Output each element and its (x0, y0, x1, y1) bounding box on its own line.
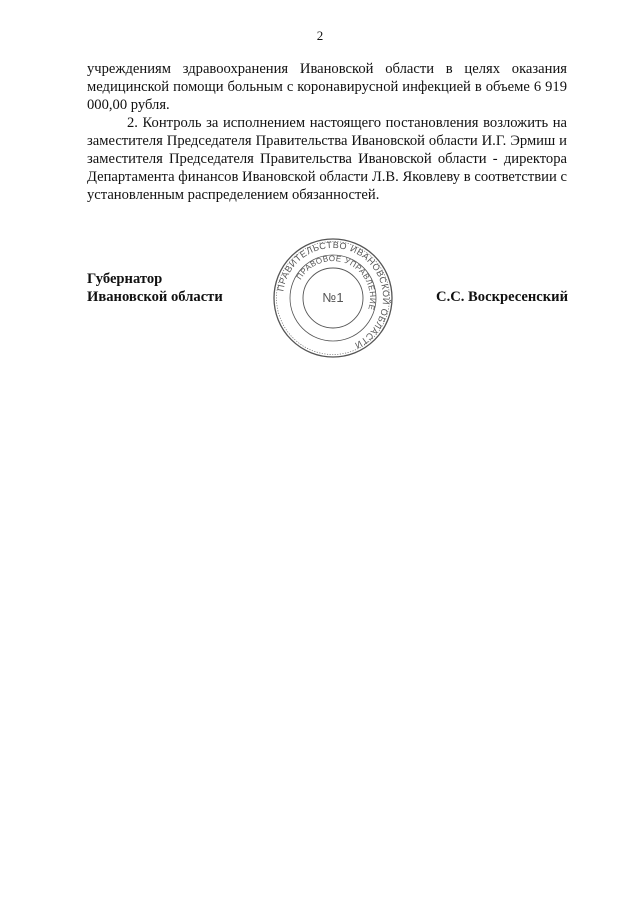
document-body (87, 60, 567, 204)
seal-number: №1 (322, 290, 344, 305)
signatory-title-line-2: Ивановской области (87, 289, 223, 305)
paragraph-control-clause: 2. Контроль за исполнением настоящего постановления возложить на заместителя Председателя Правительства Ивановской области И.Г. Эрмиш и заместителя Председателя Правительства Ивановской области - директора Департамента финансов Ивановской области Л.В. Яковлеву в соответствии с установленным распределением обязанностей. (87, 115, 567, 203)
page-number: 2 (316, 28, 324, 43)
signatory-title (87, 270, 223, 306)
signatory-title-line-1: Губернатор (87, 271, 163, 287)
signatory-name: С.С. Воскресенский (436, 289, 568, 305)
paragraph-continuation: учреждениям здравоохранения Ивановской области в целях оказания медицинской помощи больным с коронавирусной инфекцией в объеме 6 919 000,00 рубля. (87, 61, 567, 113)
seal-inner-text: ПРАВОВОЕ УПРАВЛЕНИЕ (294, 253, 378, 312)
official-seal-stamp (272, 237, 394, 359)
seal-outer-text: ПРАВИТЕЛЬСТВО ИВАНОВСКОЙ ОБЛАСТИ (275, 239, 392, 351)
